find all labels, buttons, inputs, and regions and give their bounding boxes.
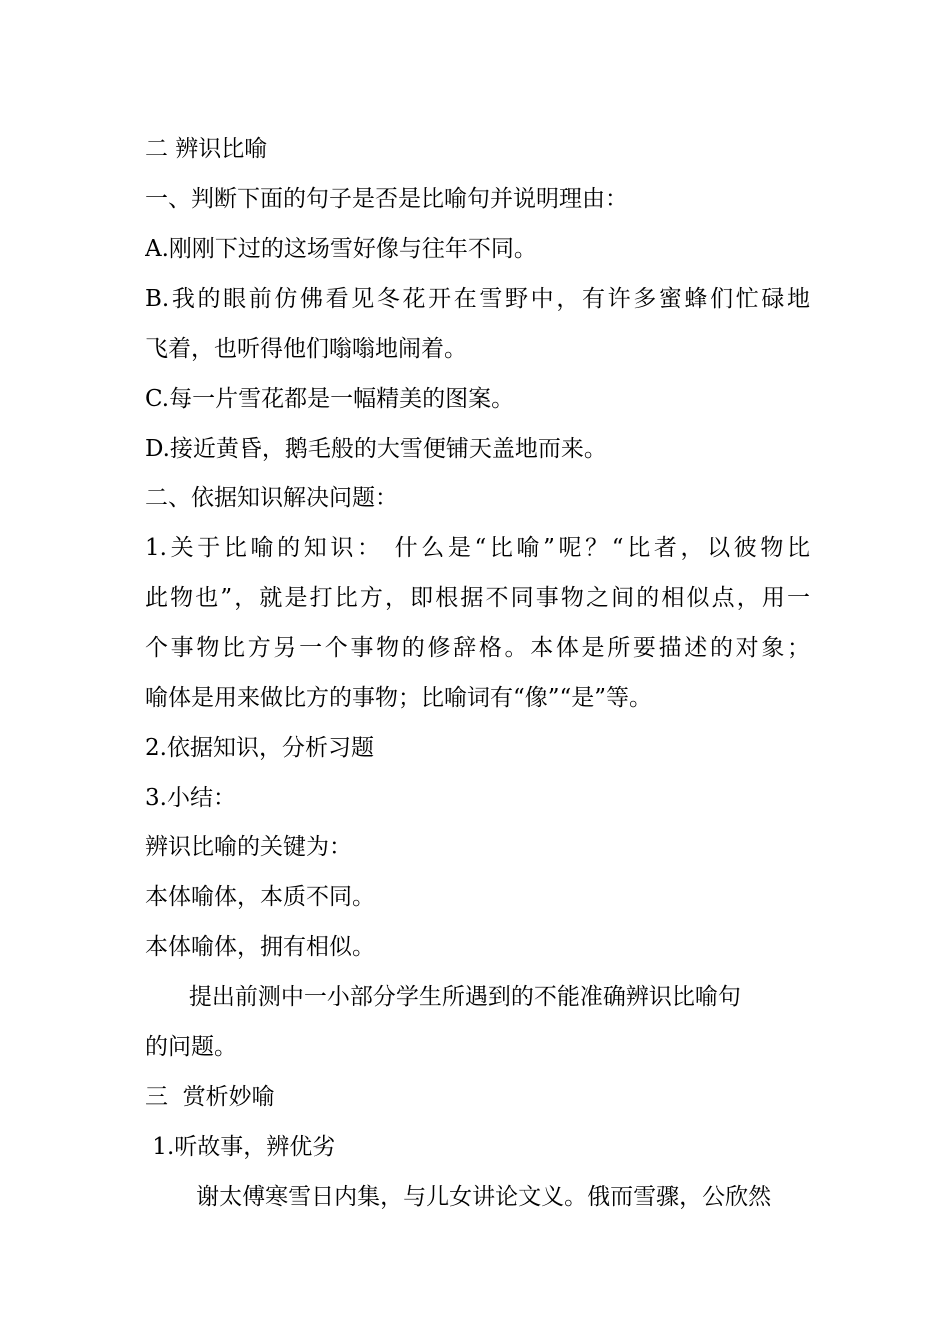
pretest-note-line-2: 的问题。 [145, 1034, 237, 1060]
section-heading-identify-metaphor: 二 辨识比喻 [145, 136, 268, 162]
knowledge-paragraph-line-2: 此物也”，就是打比方，即根据不同事物之间的相似点，用一 [145, 585, 810, 611]
step-3-summary: 3.小结： [145, 785, 236, 811]
knowledge-paragraph-line-1: 1.关于比喻的知识： 什么是“比喻”呢？“比者，以彼物比 [145, 535, 810, 561]
section-heading-appreciate-metaphor: 三 赏析妙喻 [145, 1084, 275, 1110]
subheading-solve-with-knowledge: 二、依据知识解决问题： [145, 485, 398, 511]
pretest-note-line-1: 提出前测中一小部分学生所遇到的不能准确辨识比喻句 [145, 984, 741, 1010]
story-paragraph-line-1: 谢太傅寒雪日内集，与儿女讲论文义。俄而雪骤，公欣然 [145, 1184, 772, 1210]
knowledge-paragraph-line-4: 喻体是用来做比方的事物；比喻词有“像”“是”等。 [145, 685, 653, 711]
option-b-line-2: 飞着，也听得他们嗡嗡地闹着。 [145, 336, 467, 362]
exercise-instruction: 一、判断下面的句子是否是比喻句并说明理由： [145, 186, 628, 212]
summary-point-1: 本体喻体，本质不同。 [145, 884, 375, 910]
option-d: D.接近黄昏，鹅毛般的大雪便铺天盖地而来。 [145, 436, 607, 462]
step-1-story: 1.听故事，辨优劣 [145, 1134, 336, 1160]
knowledge-paragraph-line-3: 个事物比方另一个事物的修辞格。本体是所要描述的对象； [145, 635, 810, 661]
summary-point-2: 本体喻体，拥有相似。 [145, 934, 375, 960]
summary-key: 辨识比喻的关键为： [145, 834, 352, 860]
option-c: C.每一片雪花都是一幅精美的图案。 [145, 386, 515, 412]
step-2: 2.依据知识，分析习题 [145, 735, 374, 761]
option-b-line-1: B.我的眼前仿佛看见冬花开在雪野中，有许多蜜蜂们忙碌地 [145, 286, 810, 312]
option-a: A.刚刚下过的这场雪好像与往年不同。 [145, 236, 537, 262]
